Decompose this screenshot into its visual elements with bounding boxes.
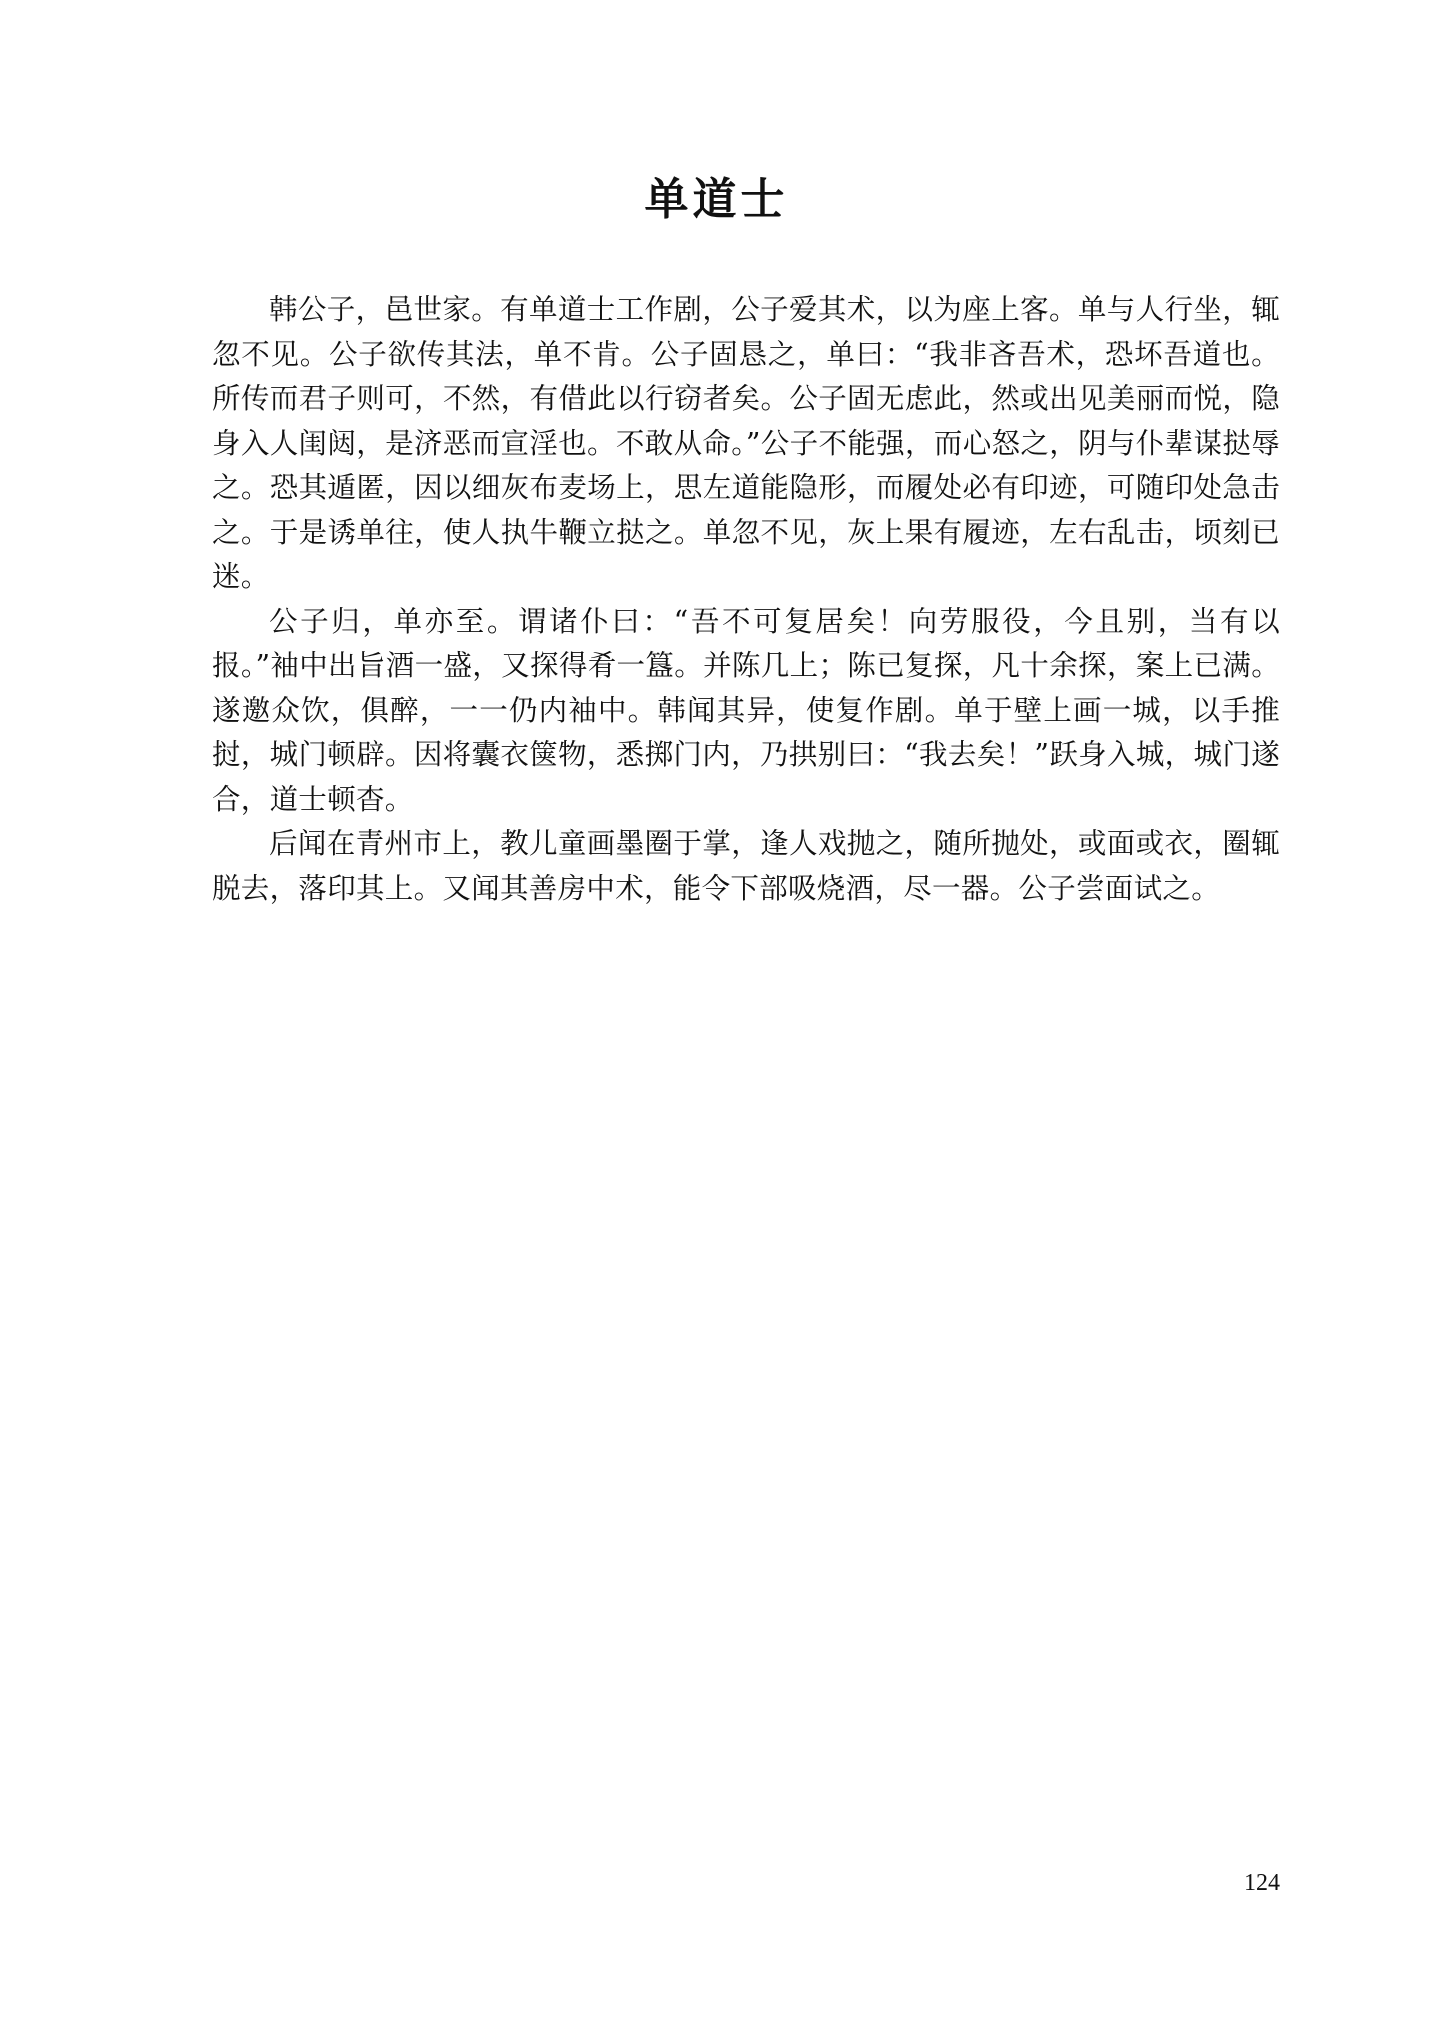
paragraph-2: 公子归，单亦至。谓诸仆曰：“吾不可复居矣！向劳服役，今且别，当有以报。”袖中出旨酒一盛，又探得肴一簋。并陈几上；陈已复探，凡十余探，案上已满。遂邀众饮，俱醉，一一仍内袖中。韩闻其异，使复作剧。单于壁上画一城，以手推挝，城门顿辟。因将囊衣箧物，悉掷门内，乃拱别曰：“我去矣！”跃身入城，城门遂合，道士顿杳。 bbox=[212, 604, 1280, 816]
page-number: 124 bbox=[1244, 1870, 1280, 1896]
paragraph-3: 后闻在青州市上，教儿童画墨圈于掌，逢人戏抛之，随所抛处，或面或衣，圈辄脱去，落印其上。又闻其善房中术，能令下部吸烧酒，尽一器。公子尝面试之。 bbox=[212, 827, 1280, 905]
paragraph-1: 韩公子，邑世家。有单道士工作剧，公子爱其术，以为座上客。单与人行坐，辄忽不见。公子欲传其法，单不肯。公子固恳之，单曰：“我非吝吾术，恐坏吾道也。所传而君子则可，不然，有借此以行窃者矣。公子固无虑此，然或出见美丽而悦，隐身入人闺闼，是济恶而宣淫也。不敢从命。”公子不能强，而心怒之，阴与仆辈谋挞辱之。恐其遁匿，因以细灰布麦场上，思左道能隐形，而履处必有印迹，可随印处急击之。于是诱单往，使人执牛鞭立挞之。单忽不见，灰上果有履迹，左右乱击，顷刻已迷。 bbox=[212, 293, 1280, 593]
page-title: 单道士 bbox=[644, 174, 789, 225]
body-text bbox=[212, 288, 1280, 911]
